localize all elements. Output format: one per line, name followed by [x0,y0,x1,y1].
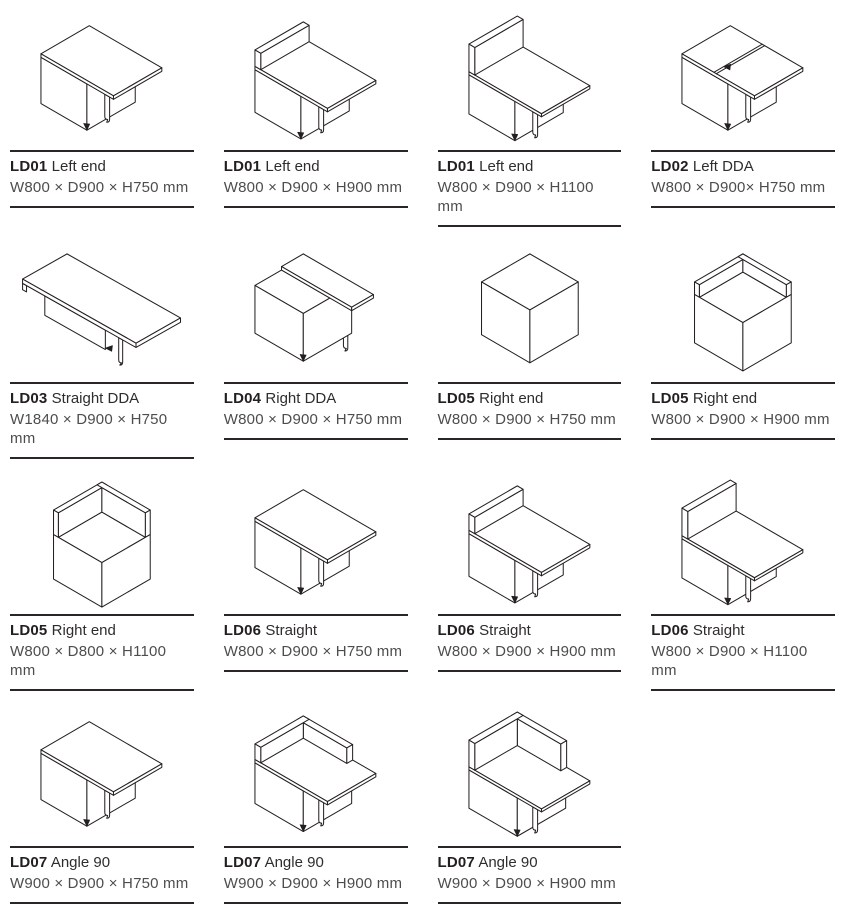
product-title [10,157,194,176]
product-name: Angle 90 [478,854,538,871]
product-code: LD07 [437,854,475,871]
product-code: LD05 [10,622,48,639]
product-label [438,614,622,672]
product-card-ld07-angle-90-12 [10,700,194,904]
product-title [438,621,622,640]
product-card-ld02-left-dda-3 [651,4,835,227]
product-label [438,150,622,227]
product-label [438,382,622,440]
product-code: LD07 [10,854,48,871]
product-name: Straight [265,622,318,639]
product-card-ld06-straight-10 [438,468,622,691]
product-code: LD04 [223,390,262,407]
product-label [10,846,194,904]
product-title [10,853,194,872]
product-card-ld01-left-end-2 [438,4,622,227]
product-code: LD06 [223,622,262,639]
product-label [224,614,408,672]
product-code: LD05 [437,390,475,407]
product-label [651,150,835,208]
product-name: Left end [51,158,106,175]
product-card-ld06-straight-9 [224,468,408,691]
product-code: LD03 [10,390,48,407]
product-name: Left end [479,158,534,175]
product-name: Right end [479,390,544,407]
product-name: Angle 90 [264,854,324,871]
product-title [438,389,622,408]
product-dimensions: W800 × D900× H750 mm [651,179,826,196]
product-dimensions: W800 × D900 × H750 mm [10,179,189,196]
product-code: LD01 [223,158,262,175]
product-code: LD06 [651,622,689,639]
product-code: LD06 [437,622,475,639]
ld01-left-end-isometric-drawing [438,4,622,150]
ld07-angle-90-isometric-drawing [438,700,622,846]
product-dimensions: W800 × D900 × H1100 mm [651,643,808,679]
product-label [224,846,408,904]
product-code: LD02 [651,158,689,175]
ld06-straight-isometric-drawing [651,468,835,614]
product-card-ld01-left-end-0 [10,4,194,227]
product-card-ld05-right-end-7 [651,236,835,459]
ld06-straight-isometric-drawing [438,468,622,614]
product-name: Right end [51,622,116,639]
product-label [438,846,622,904]
ld04-right-dda-isometric-drawing [224,236,408,382]
product-label [224,382,408,440]
product-title [438,853,622,872]
product-dimensions: W800 × D800 × H1100 mm [10,643,167,679]
product-title [224,621,408,640]
product-label [224,150,408,208]
product-card-ld07-angle-90-13 [224,700,408,904]
product-code: LD01 [10,158,48,175]
product-card-ld03-straight-dda-4 [10,236,194,459]
product-title [10,621,194,640]
product-name: Straight [692,622,745,639]
product-code: LD05 [651,390,689,407]
ld05-right-end-isometric-drawing [651,236,835,382]
product-name: Left end [265,158,320,175]
product-dimensions: W900 × D900 × H900 mm [223,875,403,892]
product-title [224,157,408,176]
product-dimensions: W800 × D900 × H900 mm [437,643,616,660]
product-dimensions: W800 × D900 × H900 mm [223,179,403,196]
product-dimensions: W800 × D900 × H750 mm [223,643,403,660]
product-dimensions: W800 × D900 × H900 mm [651,411,830,428]
product-label [10,614,194,691]
ld05-right-end-isometric-drawing [10,468,194,614]
product-name: Right end [692,390,758,407]
ld03-straight-dda-isometric-drawing [10,236,194,382]
product-dimensions: W900 × D900 × H750 mm [10,875,189,892]
product-card-ld04-right-dda-5 [224,236,408,459]
product-dimensions: W900 × D900 × H900 mm [437,875,616,892]
product-dimensions: W800 × D900 × H1100 mm [437,179,594,215]
product-name: Straight DDA [51,390,140,407]
product-dimensions: W800 × D900 × H750 mm [223,411,403,428]
product-label [651,614,835,691]
product-card-ld07-angle-90-14 [438,700,622,904]
product-card-ld05-right-end-6 [438,236,622,459]
ld01-left-end-isometric-drawing [224,4,408,150]
ld07-angle-90-isometric-drawing [10,700,194,846]
product-label [651,382,835,440]
ld02-left-dda-isometric-drawing [651,4,835,150]
product-card-ld05-right-end-8 [10,468,194,691]
product-card-ld01-left-end-1 [224,4,408,227]
ld07-angle-90-isometric-drawing [224,700,408,846]
product-title [651,621,835,640]
ld01-left-end-isometric-drawing [10,4,194,150]
product-title [224,389,408,408]
product-code: LD07 [223,854,262,871]
product-code: LD01 [437,158,475,175]
product-title [651,157,835,176]
product-name: Straight [479,622,531,639]
product-label [10,150,194,208]
product-dimensions: W1840 × D900 × H750 mm [10,411,168,447]
product-card-ld06-straight-11 [651,468,835,691]
product-name: Angle 90 [50,854,111,871]
product-dimensions: W800 × D900 × H750 mm [437,411,616,428]
product-name: Right DDA [265,390,337,407]
ld06-straight-isometric-drawing [224,468,408,614]
ld05-right-end-isometric-drawing [438,236,622,382]
product-title [651,389,835,408]
product-name: Left DDA [692,158,754,175]
product-label [10,382,194,459]
product-title [438,157,622,176]
product-title [224,853,408,872]
product-title [10,389,194,408]
